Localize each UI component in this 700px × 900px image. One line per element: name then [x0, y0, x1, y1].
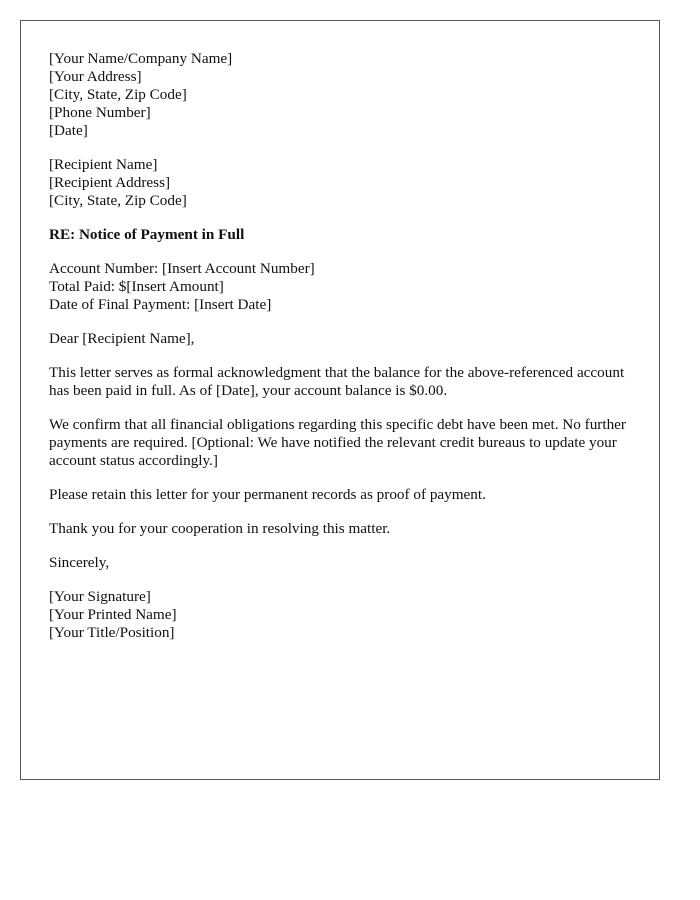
subject-line: RE: Notice of Payment in Full [49, 226, 245, 243]
account-details [49, 260, 639, 314]
body-paragraph-3: Please retain this letter for your permanent records as proof of payment. [49, 486, 486, 503]
body-paragraph-1: This letter serves as formal acknowledgment that the balance for the above-referenced account has been paid in full. As of [Date], your account balance is $0.00. [49, 364, 625, 399]
letter-date: [Date] [49, 122, 88, 139]
recipient-city-state-zip: [City, State, Zip Code] [49, 192, 187, 209]
total-paid: Total Paid: $[Insert Amount] [49, 278, 224, 295]
account-number: Account Number: [Insert Account Number] [49, 260, 315, 277]
sender-address: [Your Address] [49, 68, 142, 85]
closing: Sincerely, [49, 554, 110, 571]
sender-block [49, 50, 639, 140]
body-paragraph-2: We confirm that all financial obligations regarding this specific debt have been met. No further payments are required. [Optional: We have notified the relevant credit bureaus to update your account status accordingly.] [49, 416, 626, 469]
sender-phone: [Phone Number] [49, 104, 151, 121]
recipient-address: [Recipient Address] [49, 174, 171, 191]
sender-city-state-zip: [City, State, Zip Code] [49, 86, 187, 103]
title-position: [Your Title/Position] [49, 624, 175, 641]
signature-placeholder: [Your Signature] [49, 588, 151, 605]
recipient-name: [Recipient Name] [49, 156, 158, 173]
final-payment-date: Date of Final Payment: [Insert Date] [49, 296, 272, 313]
letter-page [20, 20, 660, 780]
salutation: Dear [Recipient Name], [49, 330, 195, 347]
signature-block [49, 588, 639, 642]
sender-name: [Your Name/Company Name] [49, 50, 233, 67]
letter-content [49, 50, 639, 642]
body-paragraph-4: Thank you for your cooperation in resolving this matter. [49, 520, 391, 537]
printed-name: [Your Printed Name] [49, 606, 177, 623]
recipient-block [49, 156, 639, 210]
